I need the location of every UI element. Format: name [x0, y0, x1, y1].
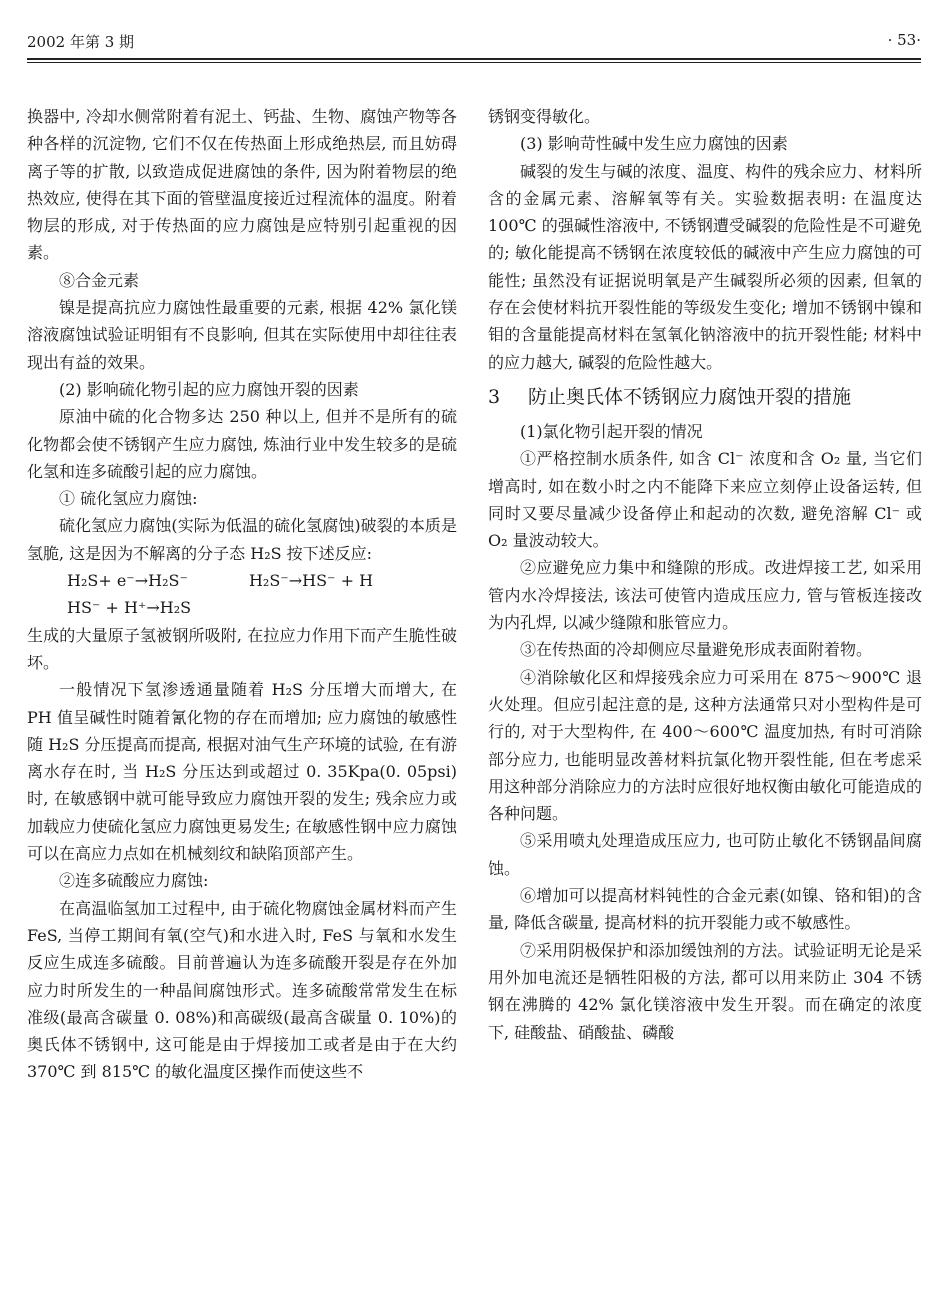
- running-header: [27, 31, 921, 55]
- header-rule-thick: [27, 58, 921, 60]
- paragraph: 碱裂的发生与碱的浓度、温度、构件的残余应力、材料所含的金属元素、溶解氧等有关。实验数据表明: 在温度达 100℃ 的强碱性溶液中, 不锈钢遭受碱裂的危险性是不可避免的; 敏化能提高不锈钢在浓度较低的碱液中产生应力腐蚀的可能性; 虽然没有证据说明氧是产生碱裂所必须的因素, 但氧的存在会使材料抗开裂性能的等级发生变化; 增加不锈钢中镍和钼的含量能提高材料在氢氧化钠溶液中的抗开裂性能; 材料中的应力越大, 碱裂的危险性越大。: [488, 161, 922, 372]
- subheading-caustic-cracking: (3) 影响苛性碱中发生应力腐蚀的因素: [520, 134, 788, 154]
- list-item: ⑥增加可以提高材料钝性的合金元素(如镍、铬和钼)的含量, 降低含碳量, 提高材料的抗开裂能力或不敏感性。: [488, 886, 922, 933]
- subheading-h2s-corrosion: ① 硫化氢应力腐蚀:: [59, 489, 198, 509]
- paragraph: 硫化氢应力腐蚀(实际为低温的硫化氢腐蚀)破裂的本质是氢脆, 这是因为不解离的分子态 H₂S 按下述反应:: [27, 516, 457, 563]
- paragraph: 生成的大量原子氢被钢所吸附, 在拉应力作用下而产生脆性破坏。: [27, 625, 457, 672]
- section-number: 3: [488, 385, 501, 408]
- list-item: ①严格控制水质条件, 如含 Cl⁻ 浓度和含 O₂ 量, 当它们增高时, 如在数小时之内不能降下来应立刻停止设备运转, 但同时又要尽量减少设备停止和起动的次数, 避免溶解 Cl⁻ 或 O₂ 量波动较大。: [488, 449, 922, 551]
- paragraph: 在高温临氢加工过程中, 由于硫化物腐蚀金属材料而产生 FeS, 当停工期间有氧(空气)和水进入时, FeS 与氧和水发生反应生成连多硫酸。目前普遍认为连多硫酸开裂是存在外加应力时所发生的一种晶间腐蚀形式。连多硫酸常常发生在标准级(最高含碳量 0. 08%)和高碳级(最高含碳量 0. 10%)的奥氏体不锈钢中, 这可能是由于焊接加工或者是由于在大约 370℃ 到 815℃ 的敏化温度区操作而使这些不: [27, 898, 457, 1082]
- subheading-alloy-elements: ⑧合金元素: [59, 270, 140, 290]
- list-item: ②应避免应力集中和缝隙的形成。改进焊接工艺, 如采用管内水冷焊接法, 该法可使管内造成压应力, 管与管板连接改为内孔焊, 以减少缝隙和胀管应力。: [488, 558, 922, 633]
- equation-line: H₂S+ e⁻→H₂S⁻ H₂S⁻→HS⁻ + H: [67, 571, 374, 591]
- paragraph: 锈钢变得敏化。: [488, 107, 601, 126]
- paragraph: 一般情况下氢渗透通量随着 H₂S 分压增大而增大, 在 PH 值呈碱性时随着氰化物的存在而增加; 应力腐蚀的敏感性随 H₂S 分压提高而提高, 根据对油气生产环境的试验, 在有游离水存在时, 当 H₂S 分压达到或超过 0. 35Kpa(0. 05psi)时, 在敏感钢中就可能导致应力腐蚀开裂的发生; 残余应力或加载应力使硫化氢应力腐蚀更易发生; 在敏感性钢中应力腐蚀可以在高应力点如在机械刻纹和缺陷顶部产生。: [27, 680, 457, 864]
- page-number: · 53·: [887, 31, 921, 49]
- list-item: ③在传热面的冷却侧应尽量避免形成表面附着物。: [520, 640, 873, 660]
- paragraph: 原油中硫的化合物多达 250 种以上, 但并不是所有的硫化物都会使不锈钢产生应力腐蚀, 炼油行业中发生较多的是硫化氢和连多硫酸引起的应力腐蚀。: [27, 407, 457, 481]
- right-column: [488, 103, 922, 1046]
- paragraph: 换器中, 冷却水侧常附着有泥土、钙盐、生物、腐蚀产物等各种各样的沉淀物, 它们不仅在传热面上形成绝热层, 而且妨碍离子等的扩散, 以致造成促进腐蚀的条件, 因为附着物层的绝热效应, 使得在其下面的管壁温度接近过程流体的温度。附着物层的形成, 对于传热面的应力腐蚀是应特别引起重视的因素。: [27, 107, 457, 263]
- subheading-polythionic-acid: ②连多硫酸应力腐蚀:: [59, 871, 209, 891]
- list-item: ⑦采用阴极保护和添加缓蚀剂的方法。试验证明无论是采用外加电流还是牺牲阳极的方法, 都可以用来防止 304 不锈钢在沸腾的 42% 氯化镁溶液中发生开裂。而在确定的浓度下, 硅酸盐、硝酸盐、磷酸: [488, 940, 922, 1042]
- subheading-chloride-cracking: (1)氯化物引起开裂的情况: [520, 421, 703, 441]
- issue-label: 2002 年第 3 期: [27, 33, 135, 51]
- list-item: ⑤采用喷丸处理造成压应力, 也可防止敏化不锈钢晶间腐蚀。: [488, 831, 922, 878]
- list-item: ④消除敏化区和焊接残余应力可采用在 875～900℃ 退火处理。但应引起注意的是, 这种方法通常只对小型构件是可行的, 对于大型构件, 在 400～600℃ 温度加热, 有时可消除部分应力, 也能明显改善材料抗氯化物开裂性能, 但在考虑采用这种部分消除应力的方法时应很好地权衡由敏化可能造成的各种问题。: [488, 667, 922, 824]
- section-title: 防止奥氏体不锈钢应力腐蚀开裂的措施: [528, 385, 852, 408]
- left-column: [27, 103, 457, 1086]
- subheading-sulfide-cracking: (2) 影响硫化物引起的应力腐蚀开裂的因素: [59, 379, 359, 399]
- section-heading: [488, 382, 922, 412]
- header-rule-thin: [27, 62, 921, 63]
- paragraph: 镍是提高抗应力腐蚀性最重要的元素, 根据 42% 氯化镁溶液腐蚀试验证明钼有不良影响, 但其在实际使用中却往往表现出有益的效果。: [27, 298, 457, 372]
- equation-line: HS⁻ + H⁺→H₂S: [67, 598, 192, 618]
